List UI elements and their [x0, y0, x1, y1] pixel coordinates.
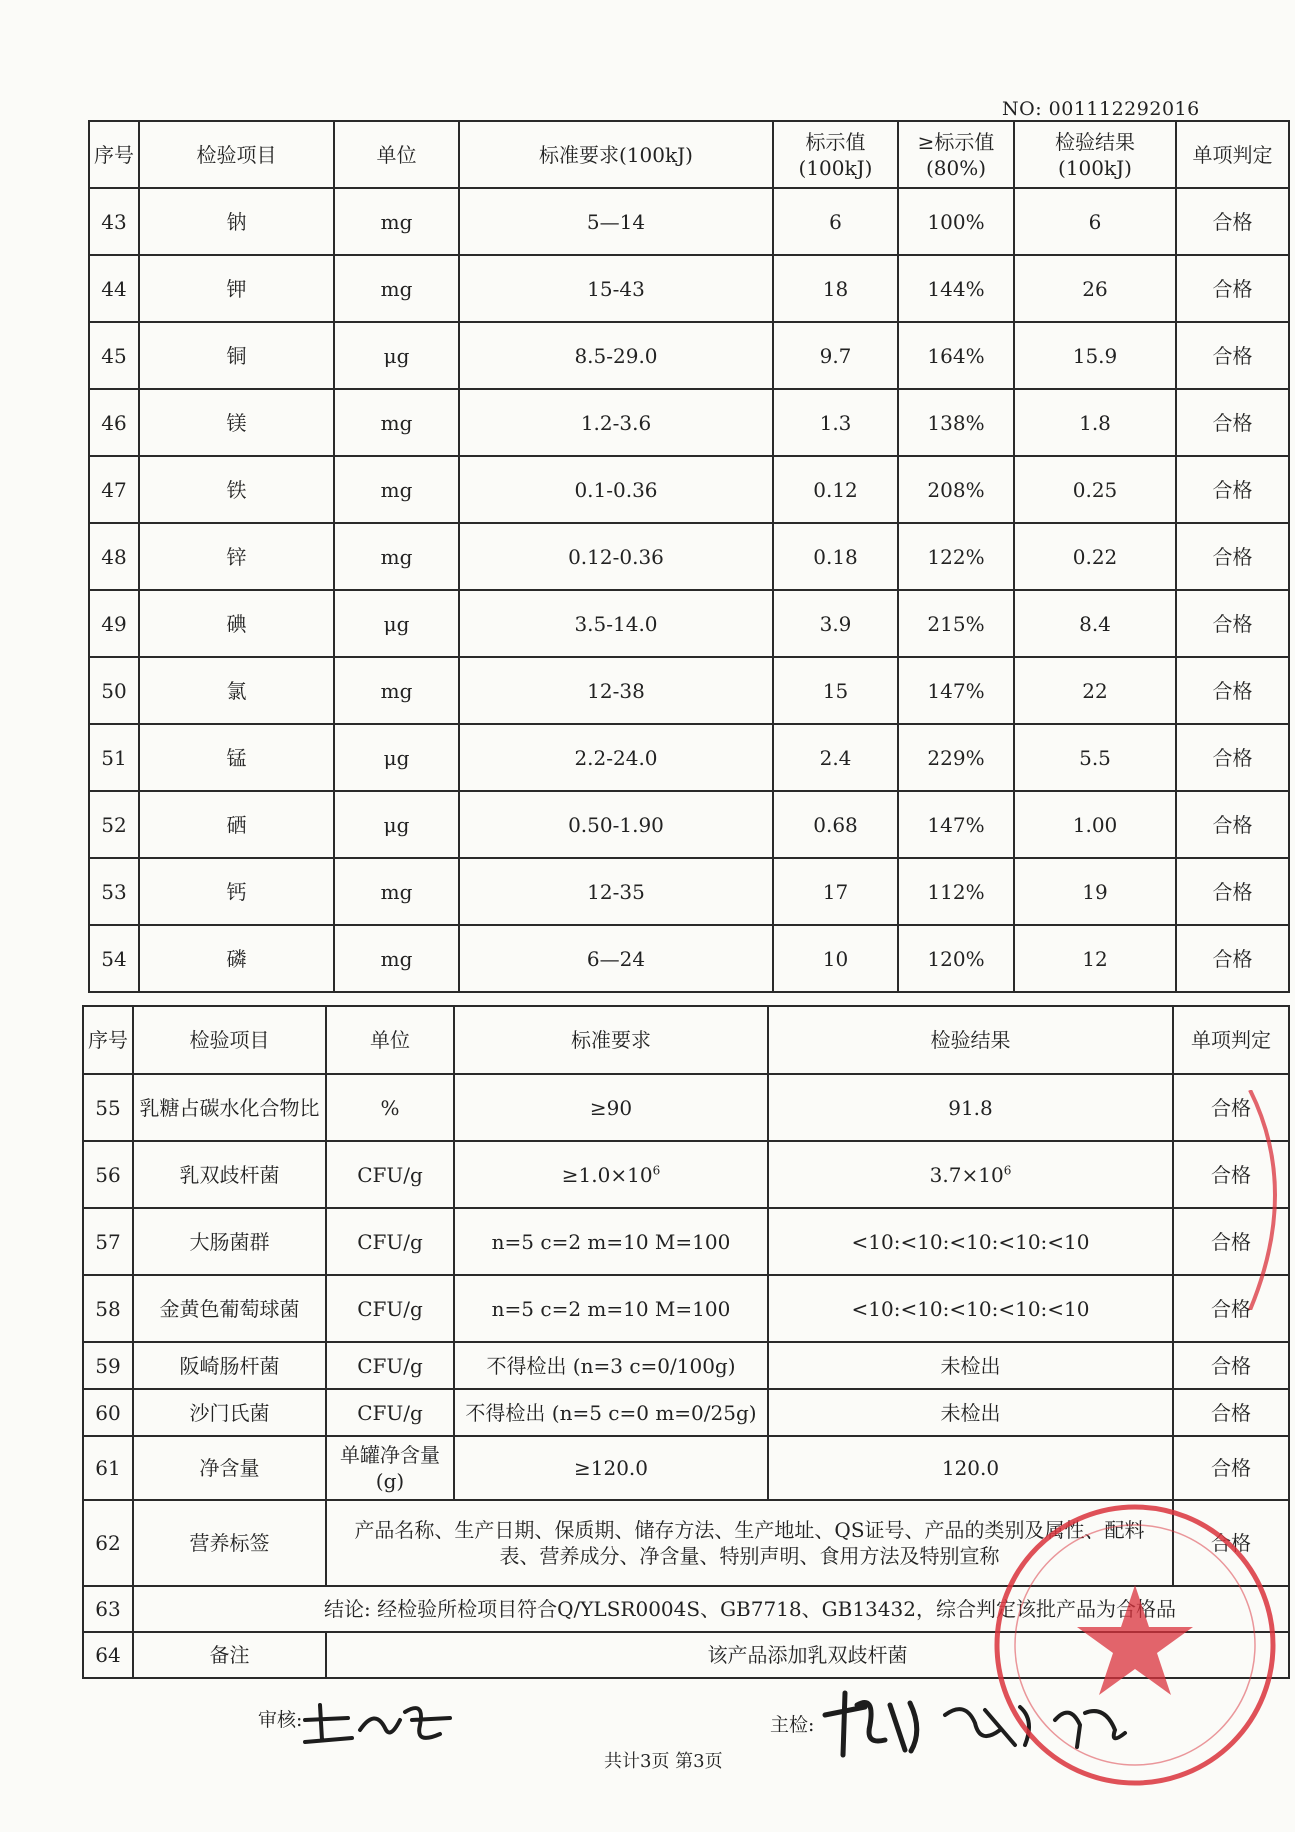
table-row — [89, 322, 1289, 389]
cell-judgement: 合格 — [1176, 188, 1289, 255]
cell-judgement: 合格 — [1173, 1141, 1289, 1208]
cell-result: 6 — [1014, 188, 1176, 255]
cell-item: 磷 — [139, 925, 334, 992]
cell-standard: 1.2-3.6 — [459, 389, 773, 456]
cell-judgement: 合格 — [1176, 322, 1289, 389]
table-header-row — [89, 121, 1289, 188]
cell-judgement: 合格 — [1173, 1342, 1289, 1389]
cell-unit: mg — [334, 456, 459, 523]
cell-seq: 48 — [89, 523, 139, 590]
header-judgement: 单项判定 — [1176, 121, 1289, 188]
cell-label-value: 0.68 — [773, 791, 898, 858]
cell-result: 1.00 — [1014, 791, 1176, 858]
cell-judgement: 合格 — [1176, 657, 1289, 724]
cell-seq: 62 — [83, 1500, 133, 1586]
cell-item: 钾 — [139, 255, 334, 322]
reviewer-signature — [300, 1690, 460, 1750]
cell-judgement: 合格 — [1173, 1436, 1289, 1500]
cell-label-value: 0.18 — [773, 523, 898, 590]
cell-standard: ≥120.0 — [454, 1436, 768, 1500]
cell-standard — [454, 1141, 768, 1208]
header-item: 检验项目 — [139, 121, 334, 188]
cell-seq: 64 — [83, 1632, 133, 1678]
cell-seq: 57 — [83, 1208, 133, 1275]
cell-item: 钙 — [139, 858, 334, 925]
cell-seq: 50 — [89, 657, 139, 724]
cell-unit: mg — [334, 925, 459, 992]
cell-standard: 0.1-0.36 — [459, 456, 773, 523]
cell-standard: 0.12-0.36 — [459, 523, 773, 590]
cell-result: 26 — [1014, 255, 1176, 322]
cell-ratio: 122% — [898, 523, 1014, 590]
cell-judgement: 合格 — [1173, 1074, 1289, 1141]
table-row — [89, 523, 1289, 590]
table-row — [83, 1342, 1289, 1389]
cell-label-value: 0.12 — [773, 456, 898, 523]
cell-ratio: 229% — [898, 724, 1014, 791]
cell-seq: 63 — [83, 1586, 133, 1632]
header-seq: 序号 — [83, 1006, 133, 1074]
header-item: 检验项目 — [133, 1006, 326, 1074]
cell-item: 钠 — [139, 188, 334, 255]
table-row — [89, 657, 1289, 724]
cell-unit: mg — [334, 188, 459, 255]
cell-standard: ≥90 — [454, 1074, 768, 1141]
cell-ratio: 138% — [898, 389, 1014, 456]
cell-standard: 15-43 — [459, 255, 773, 322]
page-footer: 共计3页 第3页 — [604, 1751, 723, 1772]
cell-ratio: 147% — [898, 791, 1014, 858]
cell-seq: 59 — [83, 1342, 133, 1389]
cell-standard: n=5 c=2 m=10 M=100 — [454, 1275, 768, 1342]
cell-label-value: 9.7 — [773, 322, 898, 389]
cell-standard: 12-38 — [459, 657, 773, 724]
cell-result: 19 — [1014, 858, 1176, 925]
cell-standard: 3.5-14.0 — [459, 590, 773, 657]
cell-unit: CFU/g — [326, 1342, 454, 1389]
table-row — [83, 1208, 1289, 1275]
cell-unit: mg — [334, 523, 459, 590]
cell-judgement: 合格 — [1173, 1275, 1289, 1342]
cell-unit: CFU/g — [326, 1275, 454, 1342]
cell-result: 120.0 — [768, 1436, 1173, 1500]
header-seq: 序号 — [89, 121, 139, 188]
cell-unit: mg — [334, 255, 459, 322]
table-row — [89, 255, 1289, 322]
cell-seq: 58 — [83, 1275, 133, 1342]
cell-unit: CFU/g — [326, 1389, 454, 1436]
cell-unit: 单罐净含量(g) — [326, 1436, 454, 1500]
cell-result: 0.22 — [1014, 523, 1176, 590]
cell-ratio: 112% — [898, 858, 1014, 925]
cell-result: 5.5 — [1014, 724, 1176, 791]
table-row — [89, 456, 1289, 523]
cell-item: 碘 — [139, 590, 334, 657]
table-row — [89, 858, 1289, 925]
inspector-label: 主检: — [770, 1714, 815, 1736]
cell-result: 1.8 — [1014, 389, 1176, 456]
cell-unit: CFU/g — [326, 1208, 454, 1275]
cell-result: 未检出 — [768, 1342, 1173, 1389]
table-row — [83, 1389, 1289, 1436]
cell-seq: 54 — [89, 925, 139, 992]
cell-item: 乳双歧杆菌 — [133, 1141, 326, 1208]
cell-unit: μg — [334, 791, 459, 858]
remarks-text: 该产品添加乳双歧杆菌 — [326, 1632, 1289, 1678]
table-row — [89, 925, 1289, 992]
cell-judgement: 合格 — [1173, 1500, 1289, 1586]
table-row — [89, 724, 1289, 791]
header-result: 检验结果(100kJ) — [1014, 121, 1176, 188]
cell-item: 金黄色葡萄球菌 — [133, 1275, 326, 1342]
cell-seq: 56 — [83, 1141, 133, 1208]
cell-result: 91.8 — [768, 1074, 1173, 1141]
cell-ratio: 164% — [898, 322, 1014, 389]
cell-standard: 0.50-1.90 — [459, 791, 773, 858]
cell-item: 备注 — [133, 1632, 326, 1678]
cell-item: 沙门氏菌 — [133, 1389, 326, 1436]
table-row — [83, 1074, 1289, 1141]
cell-seq: 47 — [89, 456, 139, 523]
cell-judgement: 合格 — [1176, 724, 1289, 791]
cell-ratio: 100% — [898, 188, 1014, 255]
cell-label-value: 2.4 — [773, 724, 898, 791]
header-standard: 标准要求 — [454, 1006, 768, 1074]
document-number: NO: 001112292016 — [1002, 98, 1200, 120]
header-unit: 单位 — [334, 121, 459, 188]
cell-label-value: 1.3 — [773, 389, 898, 456]
cell-judgement: 合格 — [1176, 456, 1289, 523]
cell-seq: 61 — [83, 1436, 133, 1500]
cell-ratio: 208% — [898, 456, 1014, 523]
cell-judgement: 合格 — [1176, 523, 1289, 590]
header-label-value: 标示值(100kJ) — [773, 121, 898, 188]
cell-ratio: 215% — [898, 590, 1014, 657]
cell-seq: 43 — [89, 188, 139, 255]
cell-unit: μg — [334, 322, 459, 389]
cell-result: 未检出 — [768, 1389, 1173, 1436]
cell-unit: μg — [334, 590, 459, 657]
header-standard: 标准要求(100kJ) — [459, 121, 773, 188]
table-row — [89, 389, 1289, 456]
cell-judgement: 合格 — [1173, 1208, 1289, 1275]
table-header-row — [83, 1006, 1289, 1074]
cell-standard: 8.5-29.0 — [459, 322, 773, 389]
cell-ratio: 120% — [898, 925, 1014, 992]
cell-item: 净含量 — [133, 1436, 326, 1500]
cell-item: 阪崎肠杆菌 — [133, 1342, 326, 1389]
cell-label-value: 3.9 — [773, 590, 898, 657]
cell-seq: 51 — [89, 724, 139, 791]
cell-label-value: 10 — [773, 925, 898, 992]
table-row — [89, 188, 1289, 255]
cell-standard: 6—24 — [459, 925, 773, 992]
cell-label-value: 15 — [773, 657, 898, 724]
table-row — [89, 590, 1289, 657]
cell-ratio: 144% — [898, 255, 1014, 322]
cell-label-value: 17 — [773, 858, 898, 925]
cell-judgement: 合格 — [1176, 255, 1289, 322]
cell-item: 镁 — [139, 389, 334, 456]
cell-judgement: 合格 — [1176, 791, 1289, 858]
cell-seq: 52 — [89, 791, 139, 858]
review-label: 审核: — [258, 1709, 303, 1731]
cell-standard: 5—14 — [459, 188, 773, 255]
cell-item: 乳糖占碳水化合物比 — [133, 1074, 326, 1141]
result-base: 3.7×10 — [929, 1162, 1004, 1187]
cell-standard: 2.2-24.0 — [459, 724, 773, 791]
cell-unit: CFU/g — [326, 1141, 454, 1208]
cell-item: 铜 — [139, 322, 334, 389]
cell-standard: 12-35 — [459, 858, 773, 925]
seal-edge — [1240, 1090, 1295, 1310]
standard-base: ≥1.0×10 — [561, 1162, 653, 1187]
cell-seq: 44 — [89, 255, 139, 322]
cell-label-value: 18 — [773, 255, 898, 322]
header-judgement: 单项判定 — [1173, 1006, 1289, 1074]
cell-item: 锌 — [139, 523, 334, 590]
cell-ratio: 147% — [898, 657, 1014, 724]
cell-seq: 49 — [89, 590, 139, 657]
cell-seq: 60 — [83, 1389, 133, 1436]
cell-unit: μg — [334, 724, 459, 791]
cell-result: <10:<10:<10:<10:<10 — [768, 1275, 1173, 1342]
header-unit: 单位 — [326, 1006, 454, 1074]
cell-judgement: 合格 — [1176, 389, 1289, 456]
standard-exponent: 6 — [652, 1162, 661, 1177]
cell-label-value: 6 — [773, 188, 898, 255]
official-seal — [985, 1465, 1295, 1832]
cell-unit: mg — [334, 858, 459, 925]
cell-unit: mg — [334, 389, 459, 456]
cell-item: 硒 — [139, 791, 334, 858]
cell-result: 8.4 — [1014, 590, 1176, 657]
result-exponent: 6 — [1003, 1162, 1012, 1177]
cell-seq: 55 — [83, 1074, 133, 1141]
cell-item: 氯 — [139, 657, 334, 724]
header-result: 检验结果 — [768, 1006, 1173, 1074]
table-row — [83, 1141, 1289, 1208]
cell-judgement: 合格 — [1173, 1389, 1289, 1436]
cell-label-content: 产品名称、生产日期、保质期、储存方法、生产地址、QS证号、产品的类别及属性、配料表、营养成分、净含量、特别声明、食用方法及特别宣称 — [326, 1500, 1173, 1586]
cell-item: 铁 — [139, 456, 334, 523]
cell-judgement: 合格 — [1176, 590, 1289, 657]
table-row — [89, 791, 1289, 858]
cell-seq: 53 — [89, 858, 139, 925]
cell-judgement: 合格 — [1176, 858, 1289, 925]
test-results-table-1 — [88, 120, 1290, 993]
cell-standard: 不得检出 (n=3 c=0/100g) — [454, 1342, 768, 1389]
conclusion-text: 结论: 经检验所检项目符合Q/YLSR0004S、GB7718、GB13432，综合判定该批产品为合格品 — [133, 1586, 1289, 1632]
cell-result: 15.9 — [1014, 322, 1176, 389]
cell-result: 12 — [1014, 925, 1176, 992]
cell-item: 锰 — [139, 724, 334, 791]
cell-item: 营养标签 — [133, 1500, 326, 1586]
cell-standard: n=5 c=2 m=10 M=100 — [454, 1208, 768, 1275]
header-ratio: ≥标示值(80%) — [898, 121, 1014, 188]
cell-unit: % — [326, 1074, 454, 1141]
cell-seq: 46 — [89, 389, 139, 456]
cell-standard: 不得检出 (n=5 c=0 m=0/25g) — [454, 1389, 768, 1436]
table-row — [83, 1275, 1289, 1342]
cell-judgement: 合格 — [1176, 925, 1289, 992]
cell-item: 大肠菌群 — [133, 1208, 326, 1275]
cell-result: <10:<10:<10:<10:<10 — [768, 1208, 1173, 1275]
cell-seq: 45 — [89, 322, 139, 389]
cell-result: 0.25 — [1014, 456, 1176, 523]
cell-result: 22 — [1014, 657, 1176, 724]
cell-result — [768, 1141, 1173, 1208]
cell-unit: mg — [334, 657, 459, 724]
